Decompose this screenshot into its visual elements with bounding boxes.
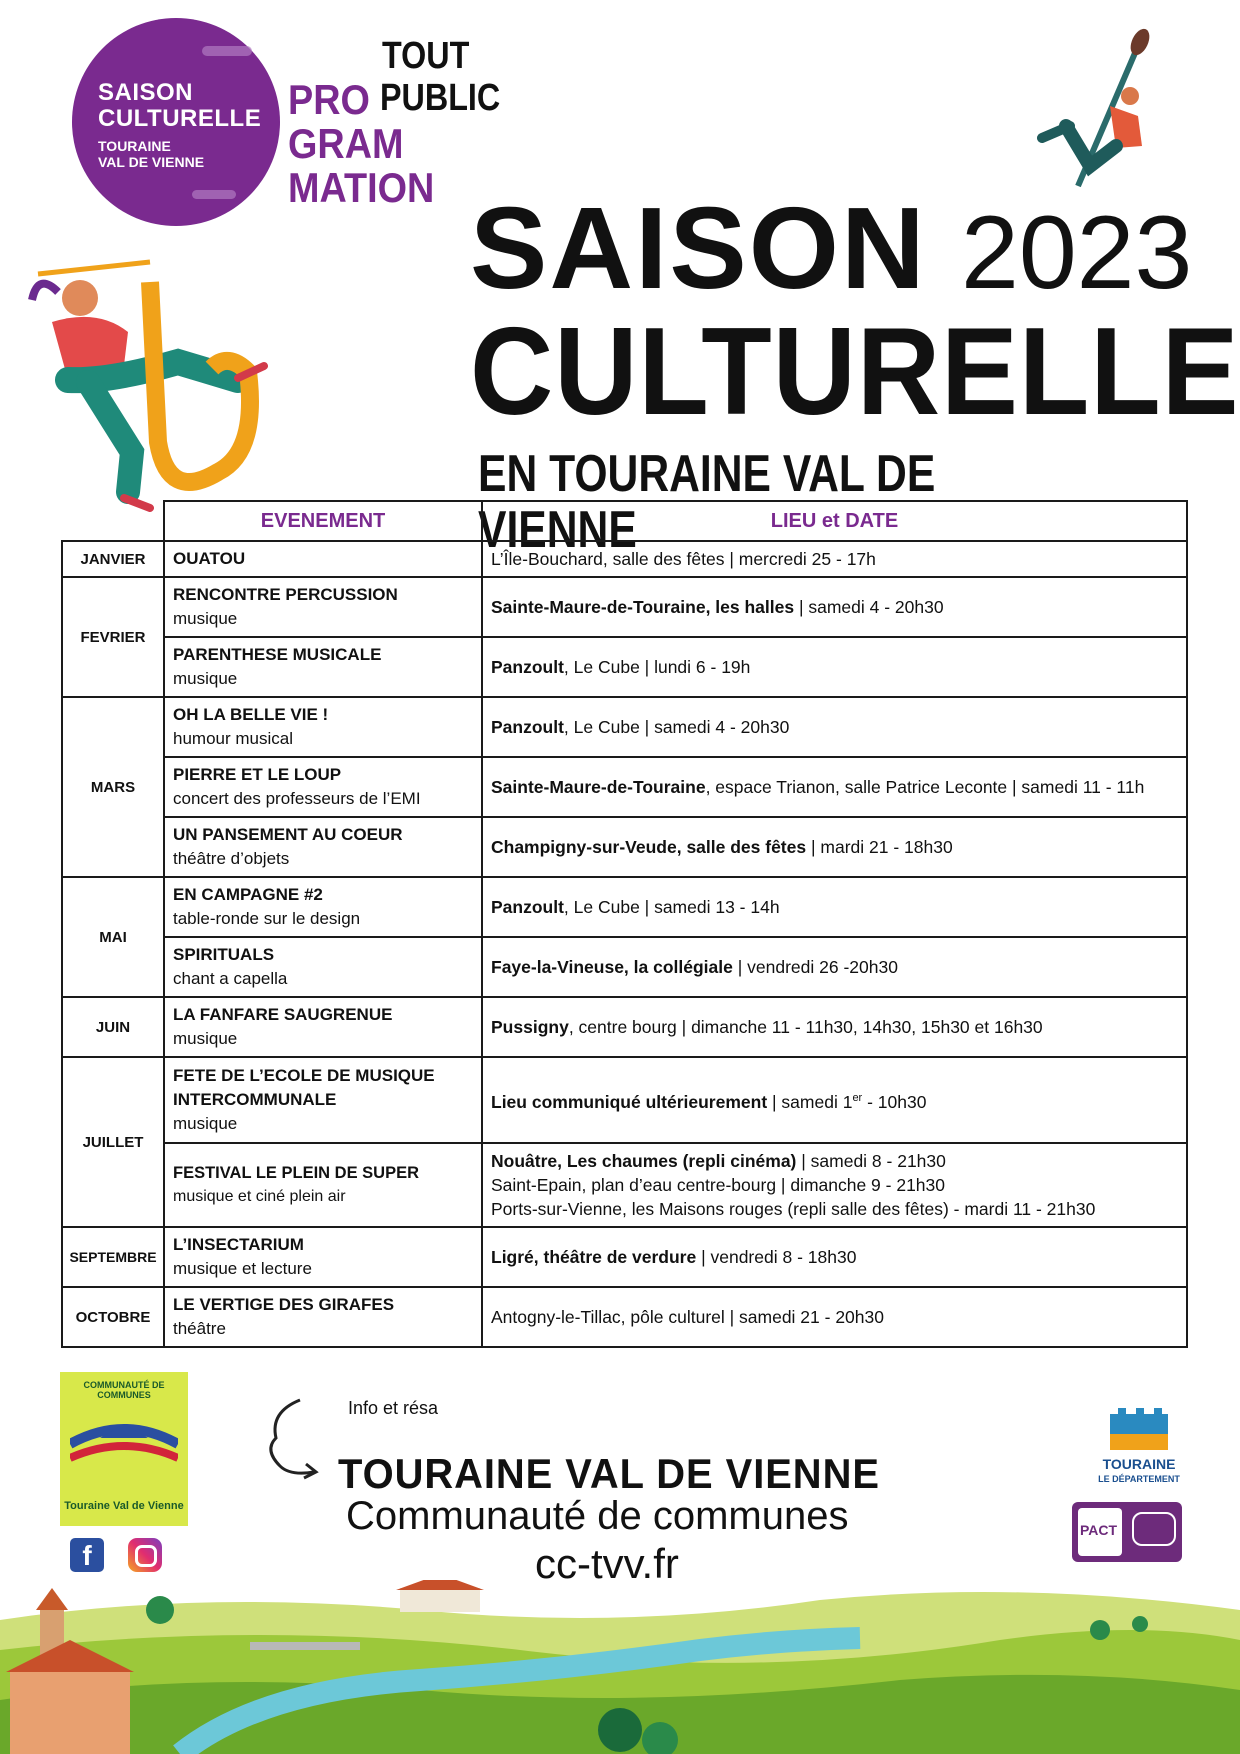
event-place: | vendredi 8 - 18h30 [696,1247,857,1267]
month-janvier: JANVIER [62,541,164,577]
header-evenement: EVENEMENT [164,501,482,541]
event-type: musique [173,669,238,688]
event-place-bold: Ligré, théâtre de verdure [491,1247,697,1267]
event-name: EN CAMPAGNE #2 [173,885,323,904]
event-name: FETE DE L’ECOLE DE MUSIQUE INTERCOMMUNALE [173,1066,435,1109]
event-place-line: Saint-Epain, plan d’eau centre-bourg | dimanche 9 - 21h30 [491,1175,946,1195]
event-type: humour musical [173,729,293,748]
event-place: L’Île-Bouchard, salle des fêtes | mercredi 25 - 17h [491,549,876,569]
programmation-line-1: PRO [288,76,370,123]
event-type: musique et lecture [173,1259,312,1278]
table-row [62,1143,1187,1227]
event-place-bold: Panzoult [491,657,564,677]
departement-tower-emblem [1096,1408,1182,1452]
tvv-logo-bottom-text: Touraine Val de Vienne [64,1500,184,1512]
month-septembre: SEPTEMBRE [62,1227,164,1287]
tvv-logo-emblem [70,1414,178,1474]
title-year: 2023 [960,195,1193,311]
swirl-arrow-icon [260,1392,320,1492]
instagram-icon[interactable] [128,1538,162,1572]
event-name: PARENTHESE MUSICALE [173,645,382,664]
title-subtitle: EN TOURAINE VAL DE VIENNE [478,445,936,559]
footer-org-sub: Communauté de communes [346,1494,849,1538]
event-type: musique [173,609,238,628]
event-place: , espace Trianon, salle Patrice Leconte | samedi 11 - 11h [705,777,1145,797]
painter-illustration [1030,26,1150,196]
programmation-line-3: MATION [288,164,435,211]
month-fevrier: FEVRIER [62,577,164,697]
month-mars: MARS [62,697,164,877]
pact-logo [1072,1502,1182,1562]
info-resa-label: Info et résa [348,1398,439,1418]
event-place: | vendredi 26 -20h30 [732,957,898,977]
event-type: théâtre [173,1319,226,1338]
title-saison-word: SAISON [470,183,927,313]
event-type: concert des professeurs de l’EMI [173,789,421,808]
event-place-bold: Sainte-Maure-de-Touraine [491,777,706,797]
event-type: musique et ciné plein air [173,1188,346,1205]
header-blank [62,501,164,541]
tvv-community-logo [60,1372,188,1526]
event-place-bold: Pussigny [491,1017,569,1037]
event-place: | samedi 4 - 20h30 [794,597,944,617]
event-place-line [491,1149,1178,1173]
title-culturelle: CULTURELLE [470,303,1240,441]
touraine-departement-logo [1096,1408,1182,1490]
table-row [62,1057,1187,1143]
tvv-logo-top-text: COMMUNAUTÉ DE COMMUNES [83,1380,165,1400]
event-place-bold: Champigny-sur-Veude, salle des fêtes [491,837,807,857]
event-place-bold: Panzoult [491,897,564,917]
month-octobre: OCTOBRE [62,1287,164,1347]
event-place: , centre bourg | dimanche 11 - 11h30, 14h30, 15h30 et 16h30 [568,1017,1043,1037]
table-row [62,757,1187,817]
program-table [61,500,1188,1348]
public-label: PUBLIC [380,77,501,119]
event-place-bold: Lieu communiqué ultérieurement [491,1091,768,1112]
table-row [62,697,1187,757]
event-place: | samedi 8 - 21h30 [796,1151,946,1171]
month-juillet: JUILLET [62,1057,164,1227]
footer-org-name: TOURAINE VAL DE VIENNE [338,1450,880,1497]
event-name: L’INSECTARIUM [173,1235,304,1254]
tout-label: TOUT [382,35,470,77]
table-row [62,541,1187,577]
website-link[interactable]: cc-tvv.fr [535,1540,679,1587]
event-place: Antogny-le-Tillac, pôle culturel | samedi 21 - 20h30 [491,1307,884,1327]
event-type: musique [173,1029,238,1048]
table-row [62,1287,1187,1347]
table-row [62,997,1187,1057]
badge-line-4: VAL DE VIENNE [98,154,205,170]
table-row [62,1227,1187,1287]
table-row [62,937,1187,997]
event-name: PIERRE ET LE LOUP [173,765,342,784]
event-name: RENCONTRE PERCUSSION [173,585,398,604]
table-row [62,877,1187,937]
event-type: théâtre d’objets [173,849,290,868]
event-place-bold: Sainte-Maure-de-Touraine, les halles [491,597,795,617]
departement-line-2: LE DÉPARTEMENT [1098,1474,1180,1484]
region-logo-icon [1132,1512,1176,1546]
event-name: LA FANFARE SAUGRENUE [173,1005,393,1024]
event-place-bold: Faye-la-Vineuse, la collégiale [491,957,733,977]
badge-line-1: SAISON [98,79,194,106]
event-place: , Le Cube | samedi 4 - 20h30 [563,717,790,737]
event-place-line: Ports-sur-Vienne, les Maisons rouges (repli salle des fêtes) - mardi 11 - 21h30 [491,1199,1096,1219]
badge-line-2: CULTURELLE [98,105,262,132]
table-row [62,577,1187,637]
event-place: | mardi 21 - 18h30 [806,837,953,857]
event-type: musique [173,1114,238,1133]
table-row [62,637,1187,697]
event-place: , Le Cube | samedi 13 - 14h [563,897,780,917]
month-mai: MAI [62,877,164,997]
header-lieu-date: LIEU et DATE [482,501,1187,541]
departement-line-1: TOURAINE [1102,1456,1176,1472]
event-place-sup: er [852,1092,863,1105]
saison-culturelle-badge [72,18,280,226]
saxophone-player-illustration [28,252,278,520]
month-juin: JUIN [62,997,164,1057]
event-name: LE VERTIGE DES GIRAFES [173,1295,395,1314]
facebook-icon[interactable]: f [70,1538,104,1572]
title-saison [470,183,1193,313]
event-place: | samedi 1 [767,1091,853,1112]
event-type: table-ronde sur le design [173,909,361,928]
event-place-end: - 10h30 [862,1091,927,1112]
badge-line-3: TOURAINE [98,138,171,154]
event-name: SPIRITUALS [173,945,275,964]
event-name: FESTIVAL LE PLEIN DE SUPER [173,1164,420,1182]
event-place-bold: Nouâtre, Les chaumes (repli cinéma) [491,1151,797,1171]
event-name: OH LA BELLE VIE ! [173,705,329,724]
event-type: chant a capella [173,969,288,988]
event-place-bold: Panzoult [491,717,564,737]
programmation-line-2: GRAM [288,120,404,167]
event-name: OUATOU [173,549,246,568]
event-name: UN PANSEMENT AU COEUR [173,825,403,844]
table-row [62,817,1187,877]
pact-label: PACT [1080,1522,1118,1538]
landscape-illustration [0,1580,1240,1754]
event-place: , Le Cube | lundi 6 - 19h [563,657,751,677]
